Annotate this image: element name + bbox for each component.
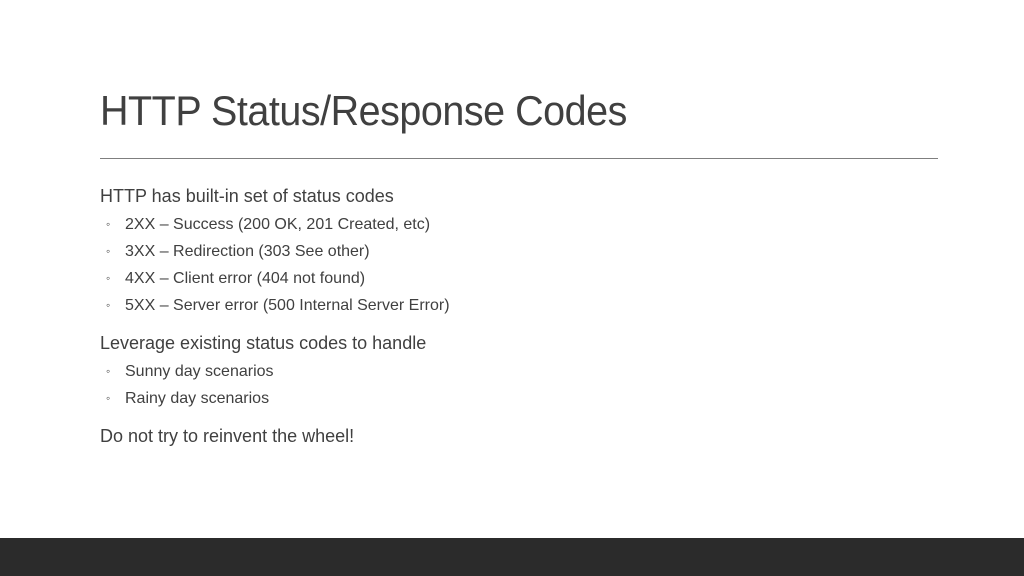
sub-bullet-sunny — [100, 358, 930, 385]
sub-bullet-text: 5XX – Server error (500 Internal Server Error) — [125, 297, 450, 314]
sub-bullet-5xx — [100, 292, 930, 319]
sub-bullet-2xx — [100, 211, 930, 238]
circle-bullet-icon: ◦ — [106, 244, 111, 258]
circle-bullet-icon: ◦ — [106, 391, 111, 405]
slide-title: HTTP Status/Response Codes — [100, 87, 627, 134]
sub-bullet-text: 3XX – Redirection (303 See other) — [125, 243, 370, 260]
circle-bullet-icon: ◦ — [106, 217, 111, 231]
bullet-group-reinvent — [100, 424, 930, 448]
bullet-leverage: Leverage existing status codes to handle — [100, 333, 427, 353]
sub-bullet-3xx — [100, 238, 930, 265]
sub-bullet-4xx — [100, 265, 930, 292]
bullet-group-status-codes — [100, 184, 930, 319]
circle-bullet-icon: ◦ — [106, 298, 111, 312]
footer-bar — [0, 538, 1024, 576]
sub-bullet-text: 2XX – Success (200 OK, 201 Created, etc) — [125, 216, 431, 233]
bullet-group-leverage — [100, 331, 930, 412]
slide-body — [100, 184, 930, 460]
circle-bullet-icon: ◦ — [106, 364, 111, 378]
sub-bullet-list — [100, 358, 930, 412]
bullet-reinvent: Do not try to reinvent the wheel! — [100, 426, 355, 446]
sub-bullet-text: 4XX – Client error (404 not found) — [125, 270, 366, 287]
bullet-status-codes: HTTP has built-in set of status codes — [100, 186, 394, 206]
circle-bullet-icon: ◦ — [106, 271, 111, 285]
title-divider — [100, 158, 938, 159]
sub-bullet-list — [100, 211, 930, 319]
sub-bullet-rainy — [100, 385, 930, 412]
sub-bullet-text: Rainy day scenarios — [125, 390, 270, 407]
sub-bullet-text: Sunny day scenarios — [125, 363, 274, 380]
